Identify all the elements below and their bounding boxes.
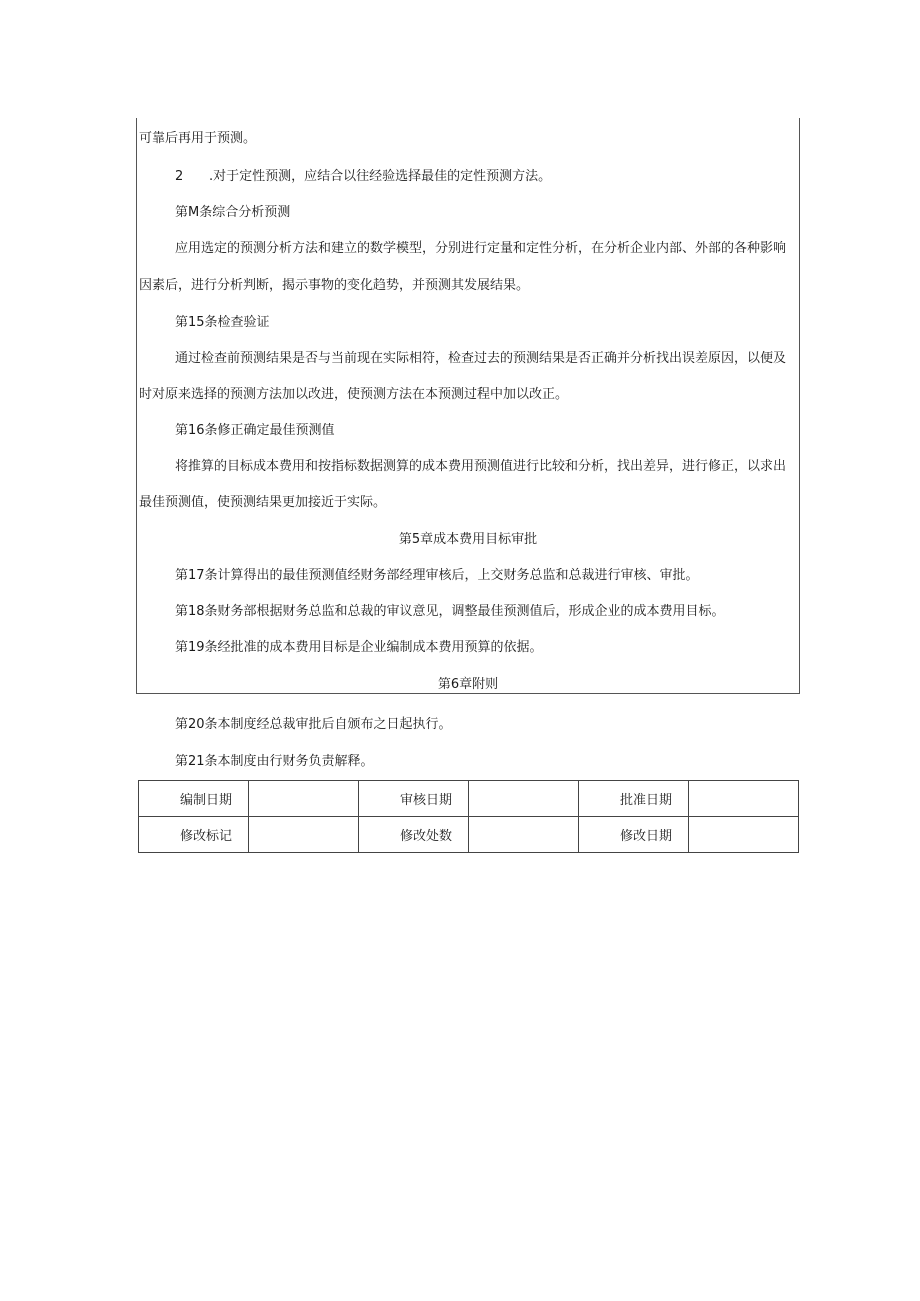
paragraph-line: 时对原来选择的预测方法加以改进，使预测方法在本预测过程中加以改正。 <box>139 387 569 402</box>
review-date-label: 审核日期 <box>359 781 469 817</box>
revision-count-label: 修改处数 <box>359 817 469 853</box>
paragraph-line: 应用选定的预测分析方法和建立的数学模型，分别进行定量和定性分析，在分析企业内部、外部的各种影响 <box>175 241 787 256</box>
review-date-value <box>469 781 579 817</box>
revision-mark-label: 修改标记 <box>139 817 249 853</box>
revision-date-value <box>689 817 799 853</box>
paragraph-line: 因素后，进行分析判断，揭示事物的变化趋势，并预测其发展结果。 <box>139 278 530 293</box>
table-row <box>139 817 799 853</box>
article-line: 第19条经批准的成本费用目标是企业编制成本费用预算的依据。 <box>175 640 543 655</box>
list-number: 2 <box>175 169 184 184</box>
table-row <box>139 781 799 817</box>
paragraph-line: 通过检查前预测结果是否与当前现在实际相符，检查过去的预测结果是否正确并分析找出误差原因，以便及 <box>175 351 787 366</box>
article-line: 第17条计算得出的最佳预测值经财务部经理审核后，上交财务总监和总裁进行审核、审批。 <box>175 568 699 583</box>
article-line: 第20条本制度经总裁审批后自颁布之日起执行。 <box>175 717 452 732</box>
revision-date-label: 修改日期 <box>579 817 689 853</box>
compile-date-label: 编制日期 <box>139 781 249 817</box>
paragraph-line: 将推算的目标成本费用和按指标数据测算的成本费用预测值进行比较和分析，找出差异，进行修正，以求出 <box>175 459 787 474</box>
article-heading: 第16条修正确定最佳预测值 <box>175 423 335 438</box>
paragraph-line: 最佳预测值，使预测结果更加接近于实际。 <box>139 495 387 510</box>
article-heading: 第15条检查验证 <box>175 315 270 330</box>
article-heading: 第M条综合分析预测 <box>175 205 291 220</box>
article-line: 第18条财务部根据财务总监和总裁的审议意见，调整最佳预测值后，形成企业的成本费用目标。 <box>175 604 725 619</box>
chapter-heading: 第6章附则 <box>437 677 499 692</box>
chapter-heading: 第5章成本费用目标审批 <box>398 532 538 547</box>
revision-mark-value <box>249 817 359 853</box>
paragraph-continuation: 可靠后再用于预测。 <box>139 131 257 146</box>
approval-date-label: 批准日期 <box>579 781 689 817</box>
article-line: 第21条本制度由行财务负责解释。 <box>175 754 374 769</box>
approval-date-value <box>689 781 799 817</box>
compile-date-value <box>249 781 359 817</box>
list-text: .对于定性预测，应结合以往经验选择最佳的定性预测方法。 <box>209 169 552 184</box>
revision-count-value <box>469 817 579 853</box>
list-item-2 <box>175 168 551 186</box>
revision-record-table <box>138 780 799 853</box>
